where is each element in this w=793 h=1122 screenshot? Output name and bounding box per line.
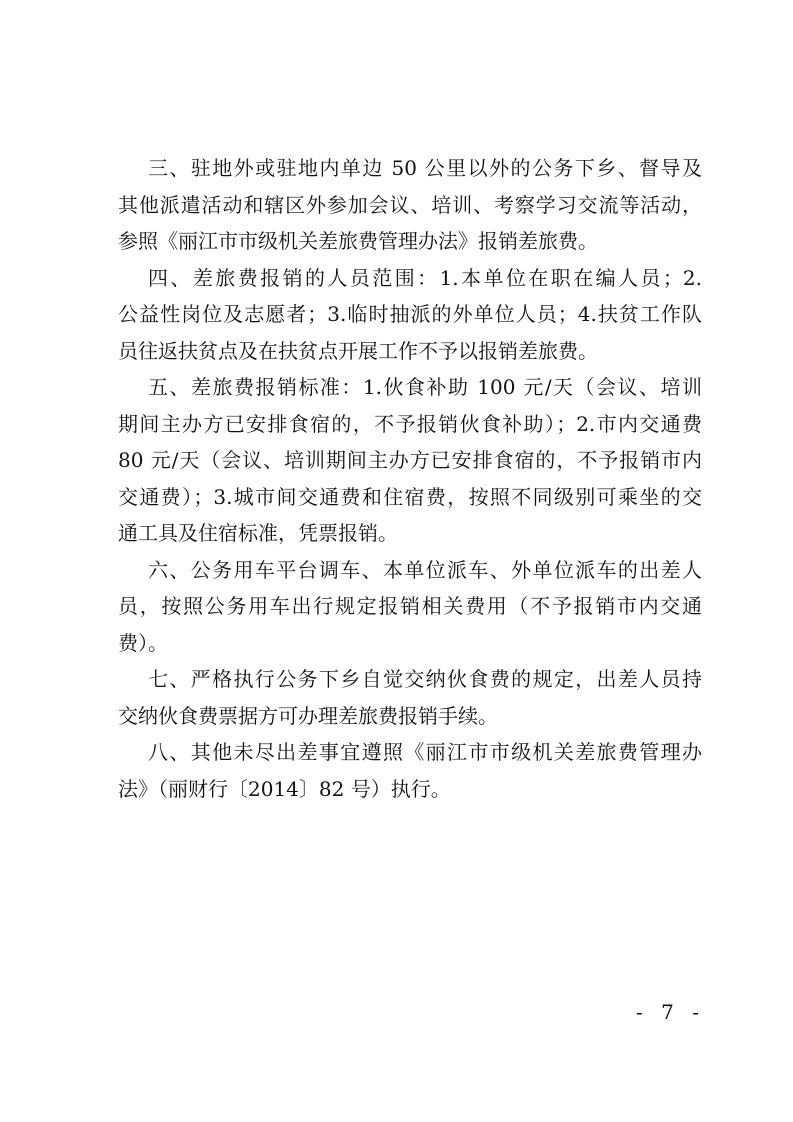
paragraph-line: 交纳伙食费票据方可办理差旅费报销手续。	[118, 703, 498, 728]
paragraph-6-official-vehicles	[118, 552, 702, 662]
paragraph-line: 六、公务用车平台调车、本单位派车、外单位派车的出差人	[148, 557, 702, 582]
paragraph-line: 其他派遣活动和辖区外参加会议、培训、考察学习交流等活动，	[118, 192, 702, 217]
paragraph-line: 法》（丽财行〔2014〕82 号）执行。	[118, 776, 451, 801]
paragraph-line: 三、驻地外或驻地内单边 50 公里以外的公务下乡、督导及	[148, 156, 702, 180]
paragraph-line: 员，按照公务用车出行规定报销相关费用（不予报销市内交通	[118, 594, 702, 618]
paragraph-line: 参照《丽江市市级机关差旅费管理办法》报销差旅费。	[118, 229, 598, 253]
page-number: - 7 -	[636, 1000, 705, 1024]
paragraph-3-travel-outside-area	[118, 150, 702, 260]
paragraph-line: 四、差旅费报销的人员范围：1.本单位在职在编人员；2.	[148, 265, 702, 290]
paragraph-5-reimbursement-standards	[118, 369, 702, 552]
paragraph-line: 费）。	[118, 630, 168, 655]
paragraph-line: 五、差旅费报销标准：1.伙食补助 100 元/天（会议、培训	[148, 375, 702, 399]
body-text	[118, 150, 702, 807]
paragraph-line: 七、严格执行公务下乡自觉交纳伙食费的规定，出差人员持	[148, 667, 702, 691]
paragraph-line: 八、其他未尽出差事宜遵照《丽江市市级机关差旅费管理办	[148, 740, 702, 764]
paragraph-8-other-matters	[118, 734, 702, 807]
paragraph-line: 交通费）；3.城市间交通费和住宿费，按照不同级别可乘坐的交	[118, 484, 702, 509]
paragraph-4-reimbursement-scope	[118, 260, 702, 370]
paragraph-line: 期间主办方已安排食宿的，不予报销伙食补助）；2.市内交通费	[118, 411, 702, 436]
paragraph-7-meal-fees	[118, 661, 702, 734]
paragraph-line: 公益性岗位及志愿者；3.临时抽派的外单位人员；4.扶贫工作队	[118, 302, 702, 326]
paragraph-line: 员往返扶贫点及在扶贫点开展工作不予以报销差旅费。	[118, 338, 598, 363]
paragraph-line: 通工具及住宿标准，凭票报销。	[118, 521, 398, 545]
paragraph-line: 80 元/天（会议、培训期间主办方已安排食宿的，不予报销市内	[118, 448, 702, 472]
